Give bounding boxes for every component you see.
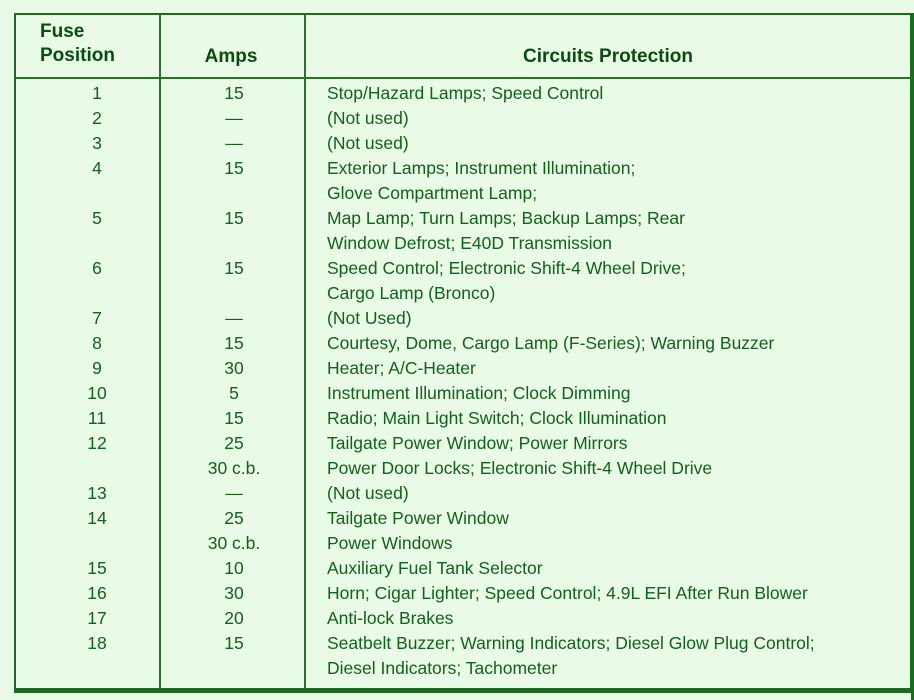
circuit-cell: Power Windows [327,533,453,553]
amps-cell: — [225,108,243,128]
fuse-position-cell: 6 [92,258,102,278]
table-row [16,206,910,231]
amps-cell: 30 c.b. [207,533,261,553]
table-row [16,581,910,606]
table-row [16,656,910,681]
table-row [16,506,910,531]
table-row [16,306,910,331]
circuit-cell: Window Defrost; E40D Transmission [327,233,612,253]
fuse-position-cell: 13 [87,483,107,503]
amps-cell: 15 [224,408,244,428]
fuse-table [14,13,912,690]
table-row [16,256,910,281]
header-circuits-protection: Circuits Protection [523,46,693,67]
amps-cell: — [225,308,243,328]
circuit-cell: Courtesy, Dome, Cargo Lamp (F-Series); Warning Buzzer [327,333,775,353]
circuit-cell: Diesel Indicators; Tachometer [327,658,558,678]
table-row [16,431,910,456]
circuit-cell: Instrument Illumination; Clock Dimming [327,383,631,403]
table-row [16,131,910,156]
table-row [16,331,910,356]
circuit-cell: Cargo Lamp (Bronco) [327,283,496,303]
table-row [16,556,910,581]
fuse-position-cell: 17 [87,608,107,628]
circuit-cell: Map Lamp; Turn Lamps; Backup Lamps; Rear [327,208,685,228]
fuse-position-cell: 18 [87,633,107,653]
circuit-cell: (Not used) [327,133,409,153]
amps-cell: 10 [224,558,244,578]
circuit-cell: (Not used) [327,108,409,128]
circuit-cell: (Not Used) [327,308,412,328]
circuit-cell: Horn; Cigar Lighter; Speed Control; 4.9L EFI After Run Blower [327,583,808,603]
header-fuse-label: Fuse [40,21,85,42]
amps-cell: 15 [224,633,244,653]
circuit-cell: Stop/Hazard Lamps; Speed Control [327,83,604,103]
circuit-cell: Auxiliary Fuel Tank Selector [327,558,543,578]
fuse-position-cell: 4 [92,158,102,178]
circuit-cell: Radio; Main Light Switch; Clock Illumination [327,408,667,428]
circuit-cell: Anti-lock Brakes [327,608,454,628]
fuse-position-cell: 10 [87,383,107,403]
circuit-cell: (Not used) [327,483,409,503]
amps-cell: 15 [224,208,244,228]
fuse-position-cell: 12 [87,433,107,453]
circuit-cell: Speed Control; Electronic Shift-4 Wheel Drive; [327,258,686,278]
fuse-position-cell: 1 [92,83,102,103]
amps-cell: 15 [224,258,244,278]
amps-cell: 25 [224,433,244,453]
table-row [16,106,910,131]
table-body [16,81,910,681]
table-row [16,281,910,306]
fuse-position-cell: 15 [87,558,107,578]
amps-cell: 30 [224,358,244,378]
amps-cell: — [225,483,243,503]
table-row [16,181,910,206]
amps-cell: 30 [224,583,244,603]
table-row [16,356,910,381]
amps-cell: 25 [224,508,244,528]
amps-cell: 15 [224,83,244,103]
header-fuse-position [40,20,150,68]
circuit-cell: Seatbelt Buzzer; Warning Indicators; Diesel Glow Plug Control; [327,633,815,653]
fuse-position-cell: 9 [92,358,102,378]
table-row [16,231,910,256]
fuse-position-cell: 16 [87,583,107,603]
table-row [16,456,910,481]
table-row [16,481,910,506]
header-amps: Amps [204,46,258,67]
fuse-position-cell: 5 [92,208,102,228]
circuit-cell: Heater; A/C-Heater [327,358,476,378]
amps-cell: 15 [224,333,244,353]
amps-cell: 30 c.b. [207,458,261,478]
table-shadow-bottom [14,690,914,693]
table-row [16,381,910,406]
table-row [16,406,910,431]
table-row [16,156,910,181]
circuit-cell: Tailgate Power Window; Power Mirrors [327,433,628,453]
table-row [16,81,910,106]
fuse-position-cell: 7 [92,308,102,328]
amps-cell: 15 [224,158,244,178]
circuit-cell: Exterior Lamps; Instrument Illumination; [327,158,636,178]
circuit-cell: Power Door Locks; Electronic Shift-4 Wheel Drive [327,458,713,478]
header-divider [16,77,910,79]
amps-cell: — [225,133,243,153]
fuse-position-cell: 3 [92,133,102,153]
header-position-label: Position [40,45,115,66]
table-row [16,631,910,656]
table-row [16,606,910,631]
table-row [16,531,910,556]
fuse-position-cell: 14 [87,508,107,528]
amps-cell: 20 [224,608,244,628]
fuse-position-cell: 2 [92,108,102,128]
amps-cell: 5 [229,383,239,403]
circuit-cell: Glove Compartment Lamp; [327,183,538,203]
circuit-cell: Tailgate Power Window [327,508,509,528]
fuse-position-cell: 11 [87,408,107,428]
fuse-position-cell: 8 [92,333,102,353]
